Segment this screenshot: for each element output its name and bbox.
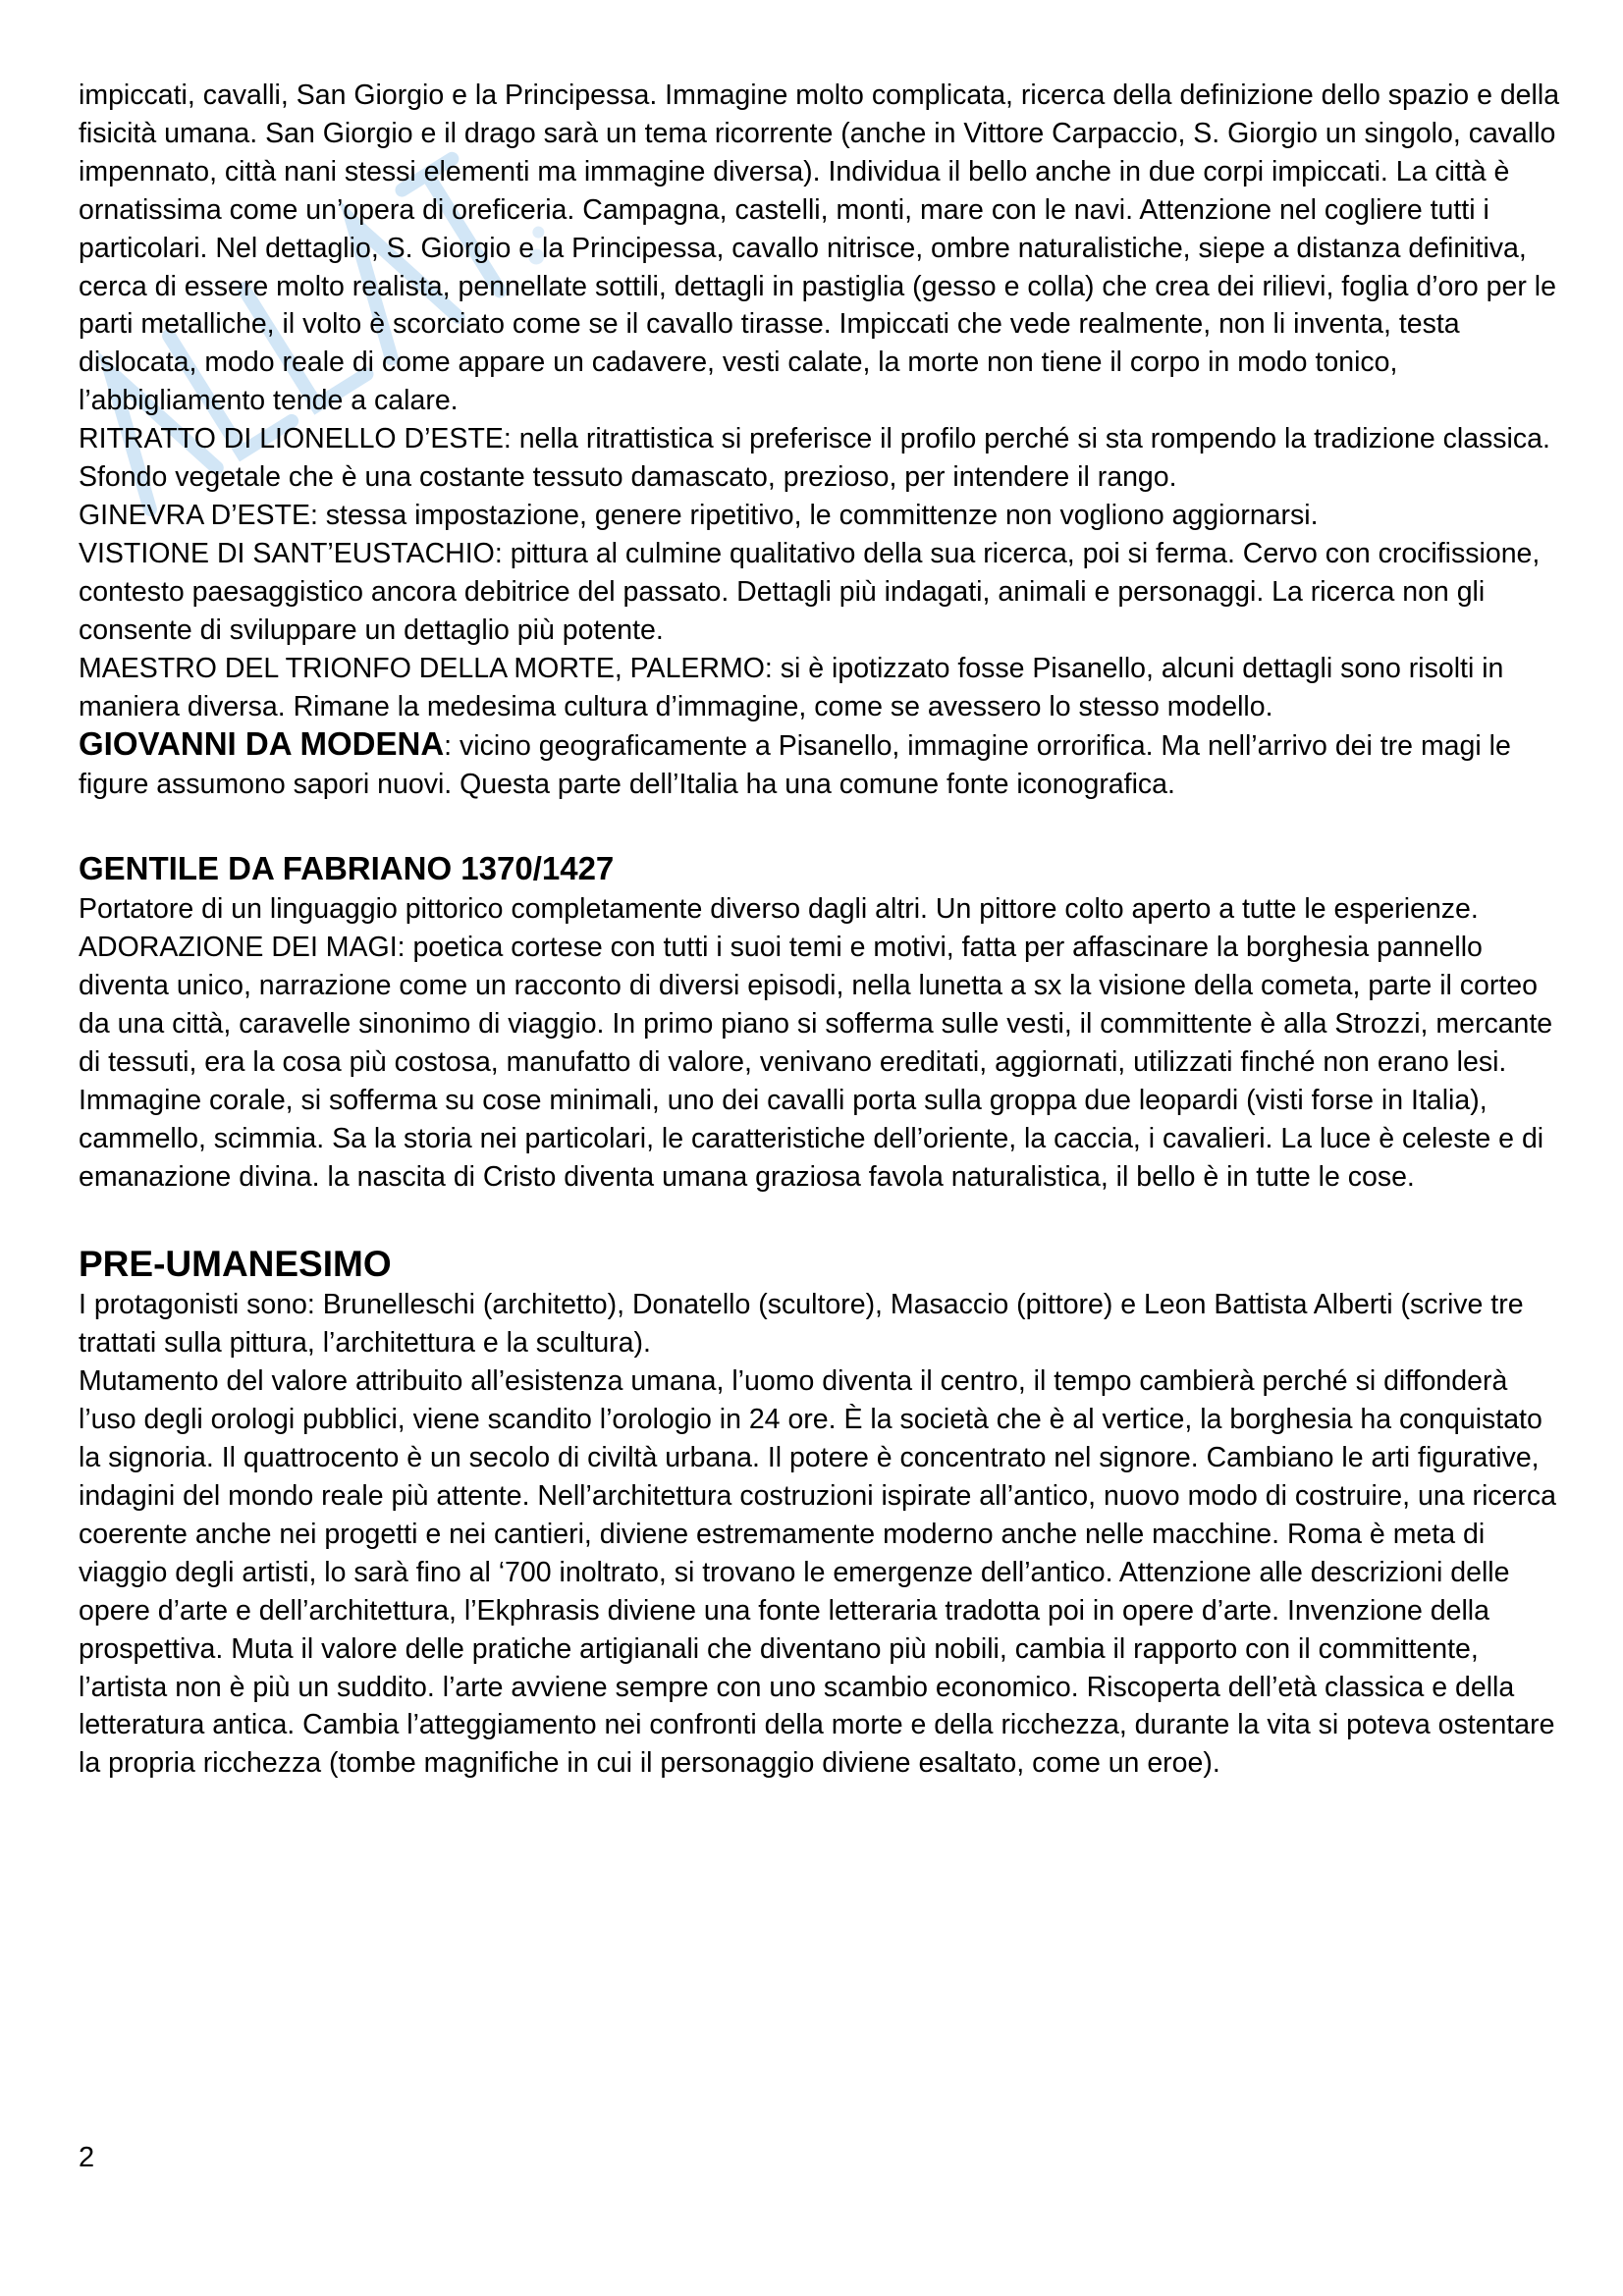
paragraph-ritratto-lionello: RITRATTO DI LIONELLO D’ESTE: nella ritrattistica si preferisce il profilo perché si sta rompendo la tradizione classica. Sfondo vegetale che è una costante tessuto damascato, prezioso, per intendere il rango. [79,423,1550,494]
paragraph-protagonisti: I protagonisti sono: Brunelleschi (architetto), Donatello (scultore), Masaccio (pittore) e Leon Battista Alberti (scrive tre trattati sulla pittura, l’architettura e la scultura). [79,1289,1524,1360]
paragraph-giovanni-da-modena [79,725,1571,804]
paragraph-gentile-intro: Portatore di un linguaggio pittorico completamente diverso dagli altri. Un pittore colto aperto a tutte le esperienze. [79,893,1479,926]
page-number: 2 [79,2142,95,2173]
section-heading-gentile: GENTILE DA FABRIANO 1370/1427 [79,850,615,887]
document-page [79,77,1571,1783]
paragraph-ginevra-este: GINEVRA D’ESTE: stessa impostazione, genere ripetitivo, le committenze non vogliono aggiornarsi. [79,499,1319,531]
paragraph-adorazione-magi: ADORAZIONE DEI MAGI: poetica cortese con tutti i suoi temi e motivi, fatta per affascinare la borghesia pannello diventa unico, narrazione come un racconto di diversi episodi, nella lunetta a sx la visione della cometa, parte il corteo da una città, caravelle sinonimo di viaggio. In primo piano si sofferma sulle vesti, il committente è alla Strozzi, mercante di tessuti, era la cosa più costosa, manufatto di valore, venivano ereditati, aggiornati, utilizzati finché non erano lesi. Immagine corale, si sofferma su cose minimali, uno dei cavalli porta sulla groppa due leopardi (visti forse in Italia), cammello, scimmia. Sa la storia nei particolari, le caratteristiche dell’oriente, la caccia, i cavalieri. La luce è celeste e di emanazione divina. la nascita di Cristo diventa umana graziosa favola naturalistica, il bello è in tutte le cose. [79,932,1553,1193]
paragraph-mutamento: Mutamento del valore attribuito all’esistenza umana, l’uomo diventa il centro, il tempo cambierà perché si diffonderà l’uso degli orologi pubblici, viene scandito l’orologio in 24 ore. È la società che è al vertice, la borghesia ha conquistato la signoria. Il quattrocento è un secolo di civiltà urbana. Il potere è concentrato nel signore. Cambiano le arti figurative, indagini del mondo reale più attente. Nell’architettura costruzioni ispirate all’antico, nuovo modo di costruire, una ricerca coerente anche nei progetti e nei cantieri, diviene estremamente moderno anche nelle macchine. Roma è meta di viaggio degli artisti, lo sarà fino al ‘700 inoltrato, si trovano le emergenze dell’antico. Attenzione alle descrizioni delle opere d’arte e dell’architettura, l’Ekphrasis diviene una fonte letteraria tradotta poi in opere d’arte. Invenzione della prospettiva. Muta il valore delle pratiche artigianali che diventano più nobili, cambia il rapporto con il committente, l’artista non è più un suddito. l’arte avviene sempre con uno scambio economico. Riscoperta dell’età classica e della letteratura antica. Cambia l’atteggiamento nei confronti della morte e della ricchezza, durante la vita si poteva ostentare la propria ricchezza (tombe magnifiche in cui il personaggio diviene esaltato, come un eroe). [79,1365,1556,1780]
paragraph-trionfo-morte: MAESTRO DEL TRIONFO DELLA MORTE, PALERMO: si è ipotizzato fosse Pisanello, alcuni dettagli sono risolti in maniera diversa. Rimane la medesima cultura d’immagine, come se avessero lo stesso modello. [79,652,1504,722]
paragraph-pisanello-san-giorgio: impiccati, cavalli, San Giorgio e la Principessa. Immagine molto complicata, ricerca della definizione dello spazio e della fisicità umana. San Giorgio e il drago sarà un tema ricorrente (anche in Vittore Carpaccio, S. Giorgio un singolo, cavallo impennato, città nani stessi elementi ma immagine diversa). Individua il bello anche in due corpi impiccati. La città è ornatissima come un’opera di oreficeria. Campagna, castelli, monti, mare con le navi. Attenzione nel cogliere tutti i particolari. Nel dettaglio, S. Giorgio e la Principessa, cavallo nitrisce, ombre naturalistiche, siepe a distanza definitiva, cerca di essere molto realista, pennellate sottili, dettagli in pastiglia (gesso e colla) che crea dei rilievi, foglia d’oro per le parti metalliche, il volto è scorciato come se il cavallo tirasse. Impiccati che vede realmente, non li inventa, testa dislocata, modo reale di come appare un cadavere, vesti calate, la morte non tiene il corpo in modo tonico, l’abbigliamento tende a calare. [79,80,1560,417]
inline-heading-giovanni: GIOVANNI DA MODENA [79,725,445,763]
giovanni-text: : vicino geograficamente a Pisanello, immagine orrorifica. Ma nell’arrivo dei tre magi le figure assumono sapori nuovi. Questa parte dell’Italia ha una comune fonte iconografica. [79,730,1511,801]
section-spacer [79,1196,1571,1243]
paragraph-visione-eustachio: VISTIONE DI SANT’EUSTACHIO: pittura al culmine qualitativo della sua ricerca, poi si ferma. Cervo con crocifissione, contesto paesaggistico ancora debitrice del passato. Dettagli più indagati, animali e personaggi. La ricerca non gli consente di sviluppare un dettaglio più potente. [79,537,1541,646]
section-spacer [79,804,1571,847]
section-heading-pre-umanesimo: PRE-UMANESIMO [79,1244,392,1285]
